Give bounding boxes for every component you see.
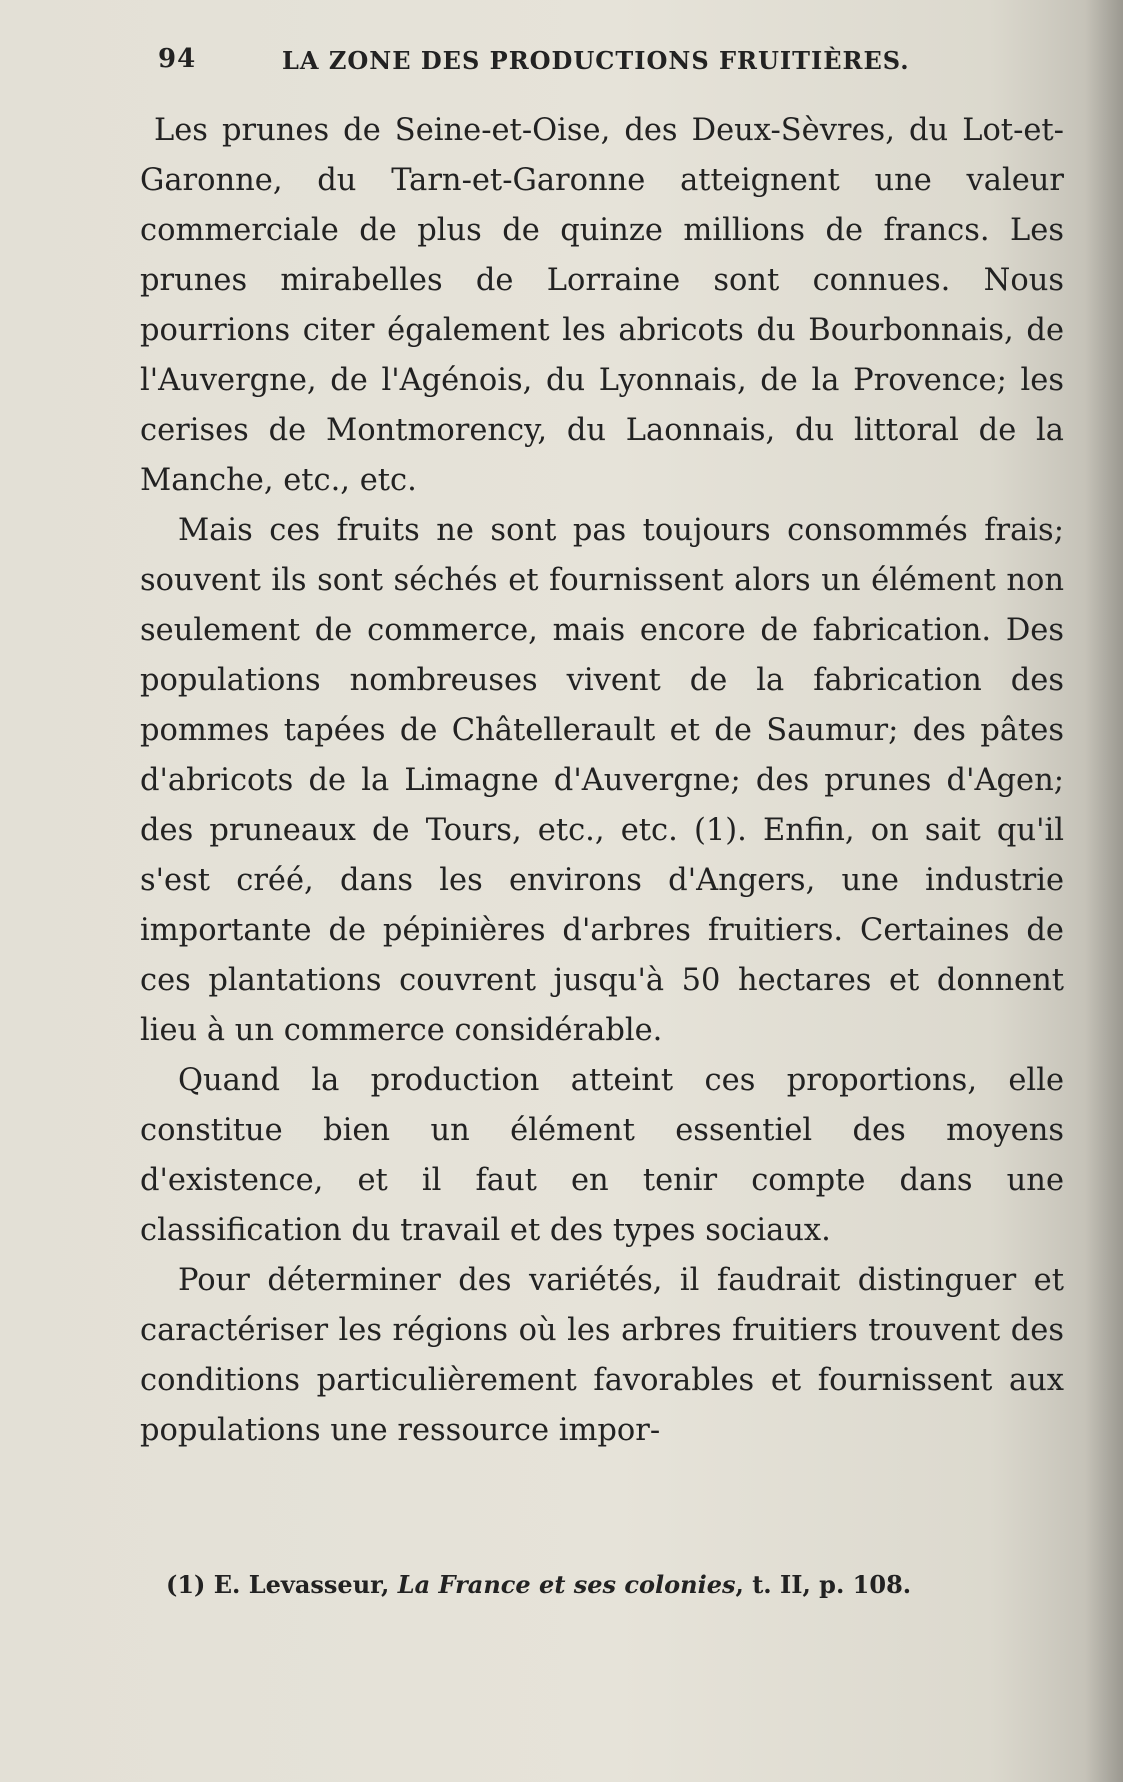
- paragraph-2: Mais ces fruits ne sont pas toujours consommés frais; souvent ils sont séchés et fournissent alors un élément non seulement de commerce, mais encore de fabrication. Des populations nombreuses vivent de la fabrication des pommes tapées de Châtellerault et de Saumur; des pâtes d'abricots de la Limagne d'Auvergne; des prunes d'Agen; des pruneaux de Tours, etc., etc. (1). Enfin, on sait qu'il s'est créé, dans les environs d'Angers, une industrie importante de pépinières d'arbres fruitiers. Certaines de ces plantations couvrent jusqu'à 50 hectares et donnent lieu à un commerce considérable.: [140, 513, 1064, 1048]
- paragraph-4: Pour déterminer des variétés, il faudrait distinguer et caractériser les régions où les arbres fruitiers trouvent des conditions particulièrement favorables et fournissent aux populations une ressource impor-: [140, 1263, 1064, 1448]
- footnote-citation: , t. II, p. 108.: [735, 1570, 912, 1599]
- page-edge-shadow: [1085, 0, 1123, 1782]
- footnote-marker-author: (1) E. Levasseur,: [166, 1570, 390, 1599]
- running-head: [158, 44, 948, 84]
- footnote-title: La France et ses colonies: [397, 1570, 736, 1599]
- page-number: 94: [158, 44, 197, 74]
- paragraph-1: Les prunes de Seine-et-Oise, des Deux-Sèvres, du Lot-et-Garonne, du Tarn-et-Garonne atteignent une valeur commerciale de plus de quinze millions de francs. Les prunes mirabelles de Lorraine sont connues. Nous pourrions citer également les abricots du Bourbonnais, de l'Auvergne, de l'Agénois, du Lyonnais, de la Provence; les cerises de Montmorency, du Laonnais, du littoral de la Manche, etc., etc.: [140, 113, 1064, 498]
- running-title: LA ZONE DES PRODUCTIONS FRUITIÈRES.: [282, 46, 910, 75]
- footnote: [166, 1570, 1046, 1599]
- paragraph-3: Quand la production atteint ces proportions, elle constitue bien un élément essentiel des moyens d'existence, et il faut en tenir compte dans une classification du travail et des types sociaux.: [140, 1063, 1064, 1248]
- body-text: [140, 106, 1064, 1456]
